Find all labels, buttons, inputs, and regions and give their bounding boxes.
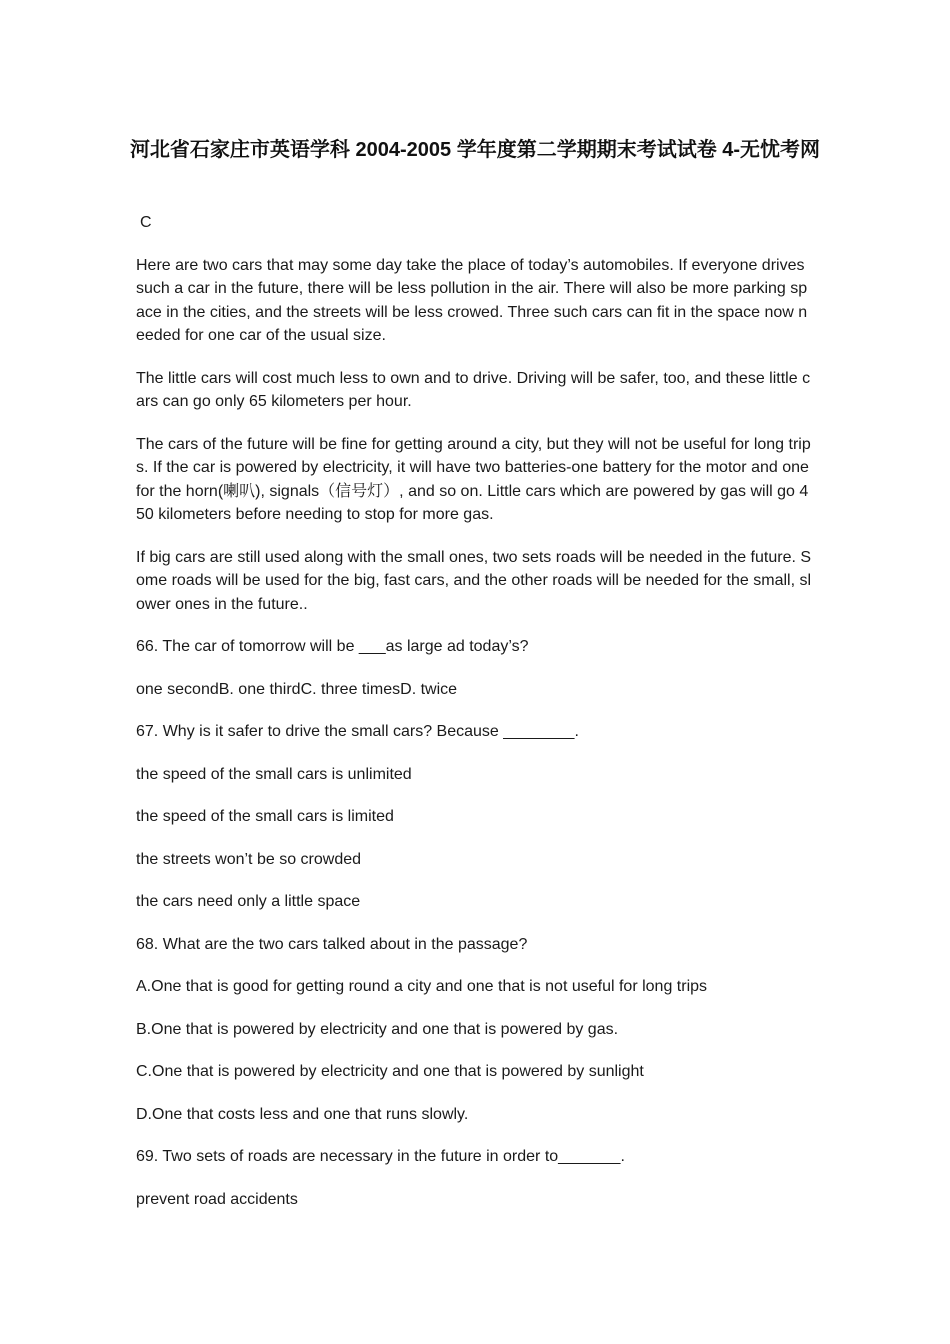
- question-67-option: the speed of the small cars is unlimited: [136, 765, 412, 783]
- section-letter: C: [140, 214, 152, 231]
- question-66-options: one secondB. one thirdC. three timesD. twice: [136, 680, 458, 698]
- question-68: 68. What are the two cars talked about in the passage?: [136, 935, 528, 953]
- question-67-option: the cars need only a little space: [136, 893, 361, 910]
- document-body: [136, 211, 816, 1230]
- question-68-option-d: D.One that costs less and one that runs slowly.: [136, 1105, 469, 1123]
- passage-paragraph-4: If big cars are still used along with the small ones, two sets roads will be needed in the future. Some roads will be used for the big, fast cars, and the other roads will be needed for the small, slower ones in the future..: [136, 548, 812, 613]
- passage-paragraph-2: The little cars will cost much less to own and to drive. Driving will be safer, too, and these little cars can go only 65 kilometers per hour.: [136, 369, 811, 410]
- question-66: 66. The car of tomorrow will be ___as large ad today’s?: [136, 638, 529, 655]
- question-68-option-c: C.One that is powered by electricity and one that is powered by sunlight: [136, 1063, 644, 1080]
- passage-paragraph-1: Here are two cars that may some day take the place of today’s automobiles. If everyone drives such a car in the future, there will be less pollution in the air. There will also be more parking space in the cities, and the streets will be less crowed. Three such cars can fit in the space now needed for one car of the usual size.: [136, 256, 808, 344]
- question-68-option-a: A.One that is good for getting round a city and one that is not useful for long trips: [136, 978, 708, 995]
- passage-paragraph-3: The cars of the future will be fine for getting around a city, but they will not be useful for long trips. If the car is powered by electricity, it will have two batteries-one battery for the motor and one for the horn(喇叭), signals（信号灯）, and so on. Little cars which are powered by gas will go 450 kilometers before needing to stop for more gas.: [136, 435, 811, 523]
- question-67-option: the streets won’t be so crowded: [136, 850, 362, 868]
- question-68-option-b: B.One that is powered by electricity and one that is powered by gas.: [136, 1020, 619, 1038]
- page-title: 河北省石家庄市英语学科 2004-2005 学年度第二学期期末考试试卷 4-无忧考网: [129, 139, 821, 161]
- question-67: 67. Why is it safer to drive the small cars? Because ________.: [136, 723, 579, 740]
- question-69: 69. Two sets of roads are necessary in the future in order to_______.: [136, 1148, 625, 1165]
- question-69-option: prevent road accidents: [136, 1190, 298, 1208]
- question-67-option: the speed of the small cars is limited: [136, 808, 394, 825]
